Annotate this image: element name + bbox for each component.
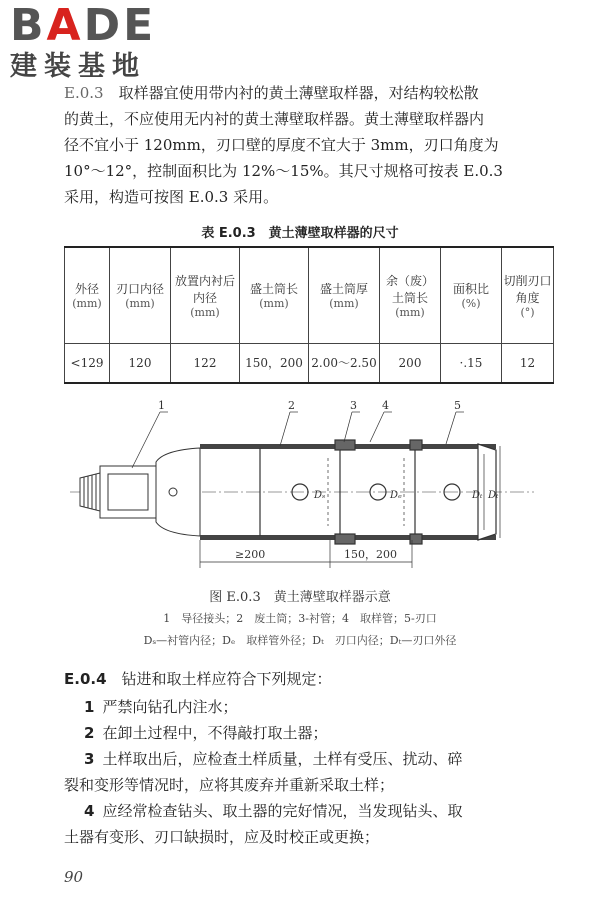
header-cell: 刃口内径 (mm) [110, 247, 171, 343]
clause-label: E.0.3 [64, 84, 104, 102]
svg-text:3: 3 [350, 400, 357, 412]
figure-legend-2: Dₛ—衬管内径；Dₑ 取样管外径；Dₜ 刃口内径；Dₜ—刃口外径 [143, 634, 457, 647]
section-number: E.0.4 [64, 670, 107, 688]
site-logo [10, 0, 157, 82]
section-heading [64, 668, 564, 689]
sampler-diagram [60, 400, 540, 580]
svg-text:Dₜ: Dₜ [472, 490, 483, 501]
list-item: 1 严禁向钻孔内注水； [84, 698, 238, 716]
list-item: 3 土样取出后，应检查土样质量，土样有受压、扰动、碎 裂和变形等情况时，应将其废弃并重新采取土样； [64, 750, 463, 794]
table-cell: <129 [65, 343, 110, 383]
header-cell: 余（废）土筒长 (mm) [380, 247, 441, 343]
svg-text:Dₜ: Dₜ [488, 490, 499, 501]
section-title: 钻进和取土样应符合下列规定： [121, 670, 332, 688]
header-cell: 面积比 (%) [441, 247, 502, 343]
length-dim-labels [235, 548, 397, 561]
svg-text:150，200: 150，200 [344, 548, 397, 561]
svg-text:4: 4 [382, 400, 389, 412]
header-cell: 盛土筒厚 (mm) [309, 247, 380, 343]
header-cell: 切削刃口角度 (°) [502, 247, 554, 343]
table-cell: 2.00～2.50 [309, 343, 380, 383]
svg-text:Dₑ: Dₑ [390, 490, 402, 501]
clause-e-0-3: E.0.3 取样器宜使用带内衬的黄土薄壁取样器，对结构较松散 的黄土，不应使用无内衬的黄土薄壁取样器。黄土薄壁取样器内 径不宜小于 120mm，刃口壁的厚度不宜大于 3mm，刃口角度为 10°～12°，控制面积比为 12%～15%。其尺寸规格可按表 E.0.3 采用，构造可按图 E.0.3 采用。 [64, 84, 503, 206]
part-labels [158, 400, 461, 412]
svg-text:5: 5 [454, 400, 461, 412]
list-item: 2 在卸土过程中，不得敲打取土器； [84, 724, 328, 742]
table-cell: 120 [110, 343, 171, 383]
sampler-dimensions-table [64, 246, 554, 384]
table-caption: 表 E.0.3 黄土薄壁取样器的尺寸 [201, 226, 399, 241]
figure-legend-1: 1 导径接头；2 废土筒；3-衬管；4 取样管；5-刃口 [163, 612, 437, 625]
list-item: 4 应经常检查钻头、取土器的完好情况，当发现钻头、取 土器有变形、刃口缺损时，应及时校正或更换； [64, 802, 463, 846]
svg-text:2: 2 [288, 400, 295, 412]
header-cell: 外径 (mm) [65, 247, 110, 343]
table-cell: ·.15 [441, 343, 502, 383]
table-cell: 122 [171, 343, 240, 383]
logo-subtitle: 建装基地 [10, 51, 146, 82]
table-header-row [65, 247, 554, 343]
header-cell: 放置内衬后内径 (mm) [171, 247, 240, 343]
table-row [65, 343, 554, 383]
figure-caption: 图 E.0.3 黄土薄壁取样器示意 [209, 590, 391, 605]
table-cell: 12 [502, 343, 554, 383]
page-number: 90 [64, 868, 84, 886]
table-cell: 150，200 [240, 343, 309, 383]
svg-text:≥200: ≥200 [235, 548, 266, 561]
diameter-labels [313, 490, 499, 501]
logo-brand: BADE [10, 0, 157, 51]
table-cell: 200 [380, 343, 441, 383]
header-cell: 盛土筒长 (mm) [240, 247, 309, 343]
svg-text:Dₛ: Dₛ [314, 490, 326, 501]
svg-text:1: 1 [158, 400, 165, 412]
guide-connector [80, 448, 200, 536]
